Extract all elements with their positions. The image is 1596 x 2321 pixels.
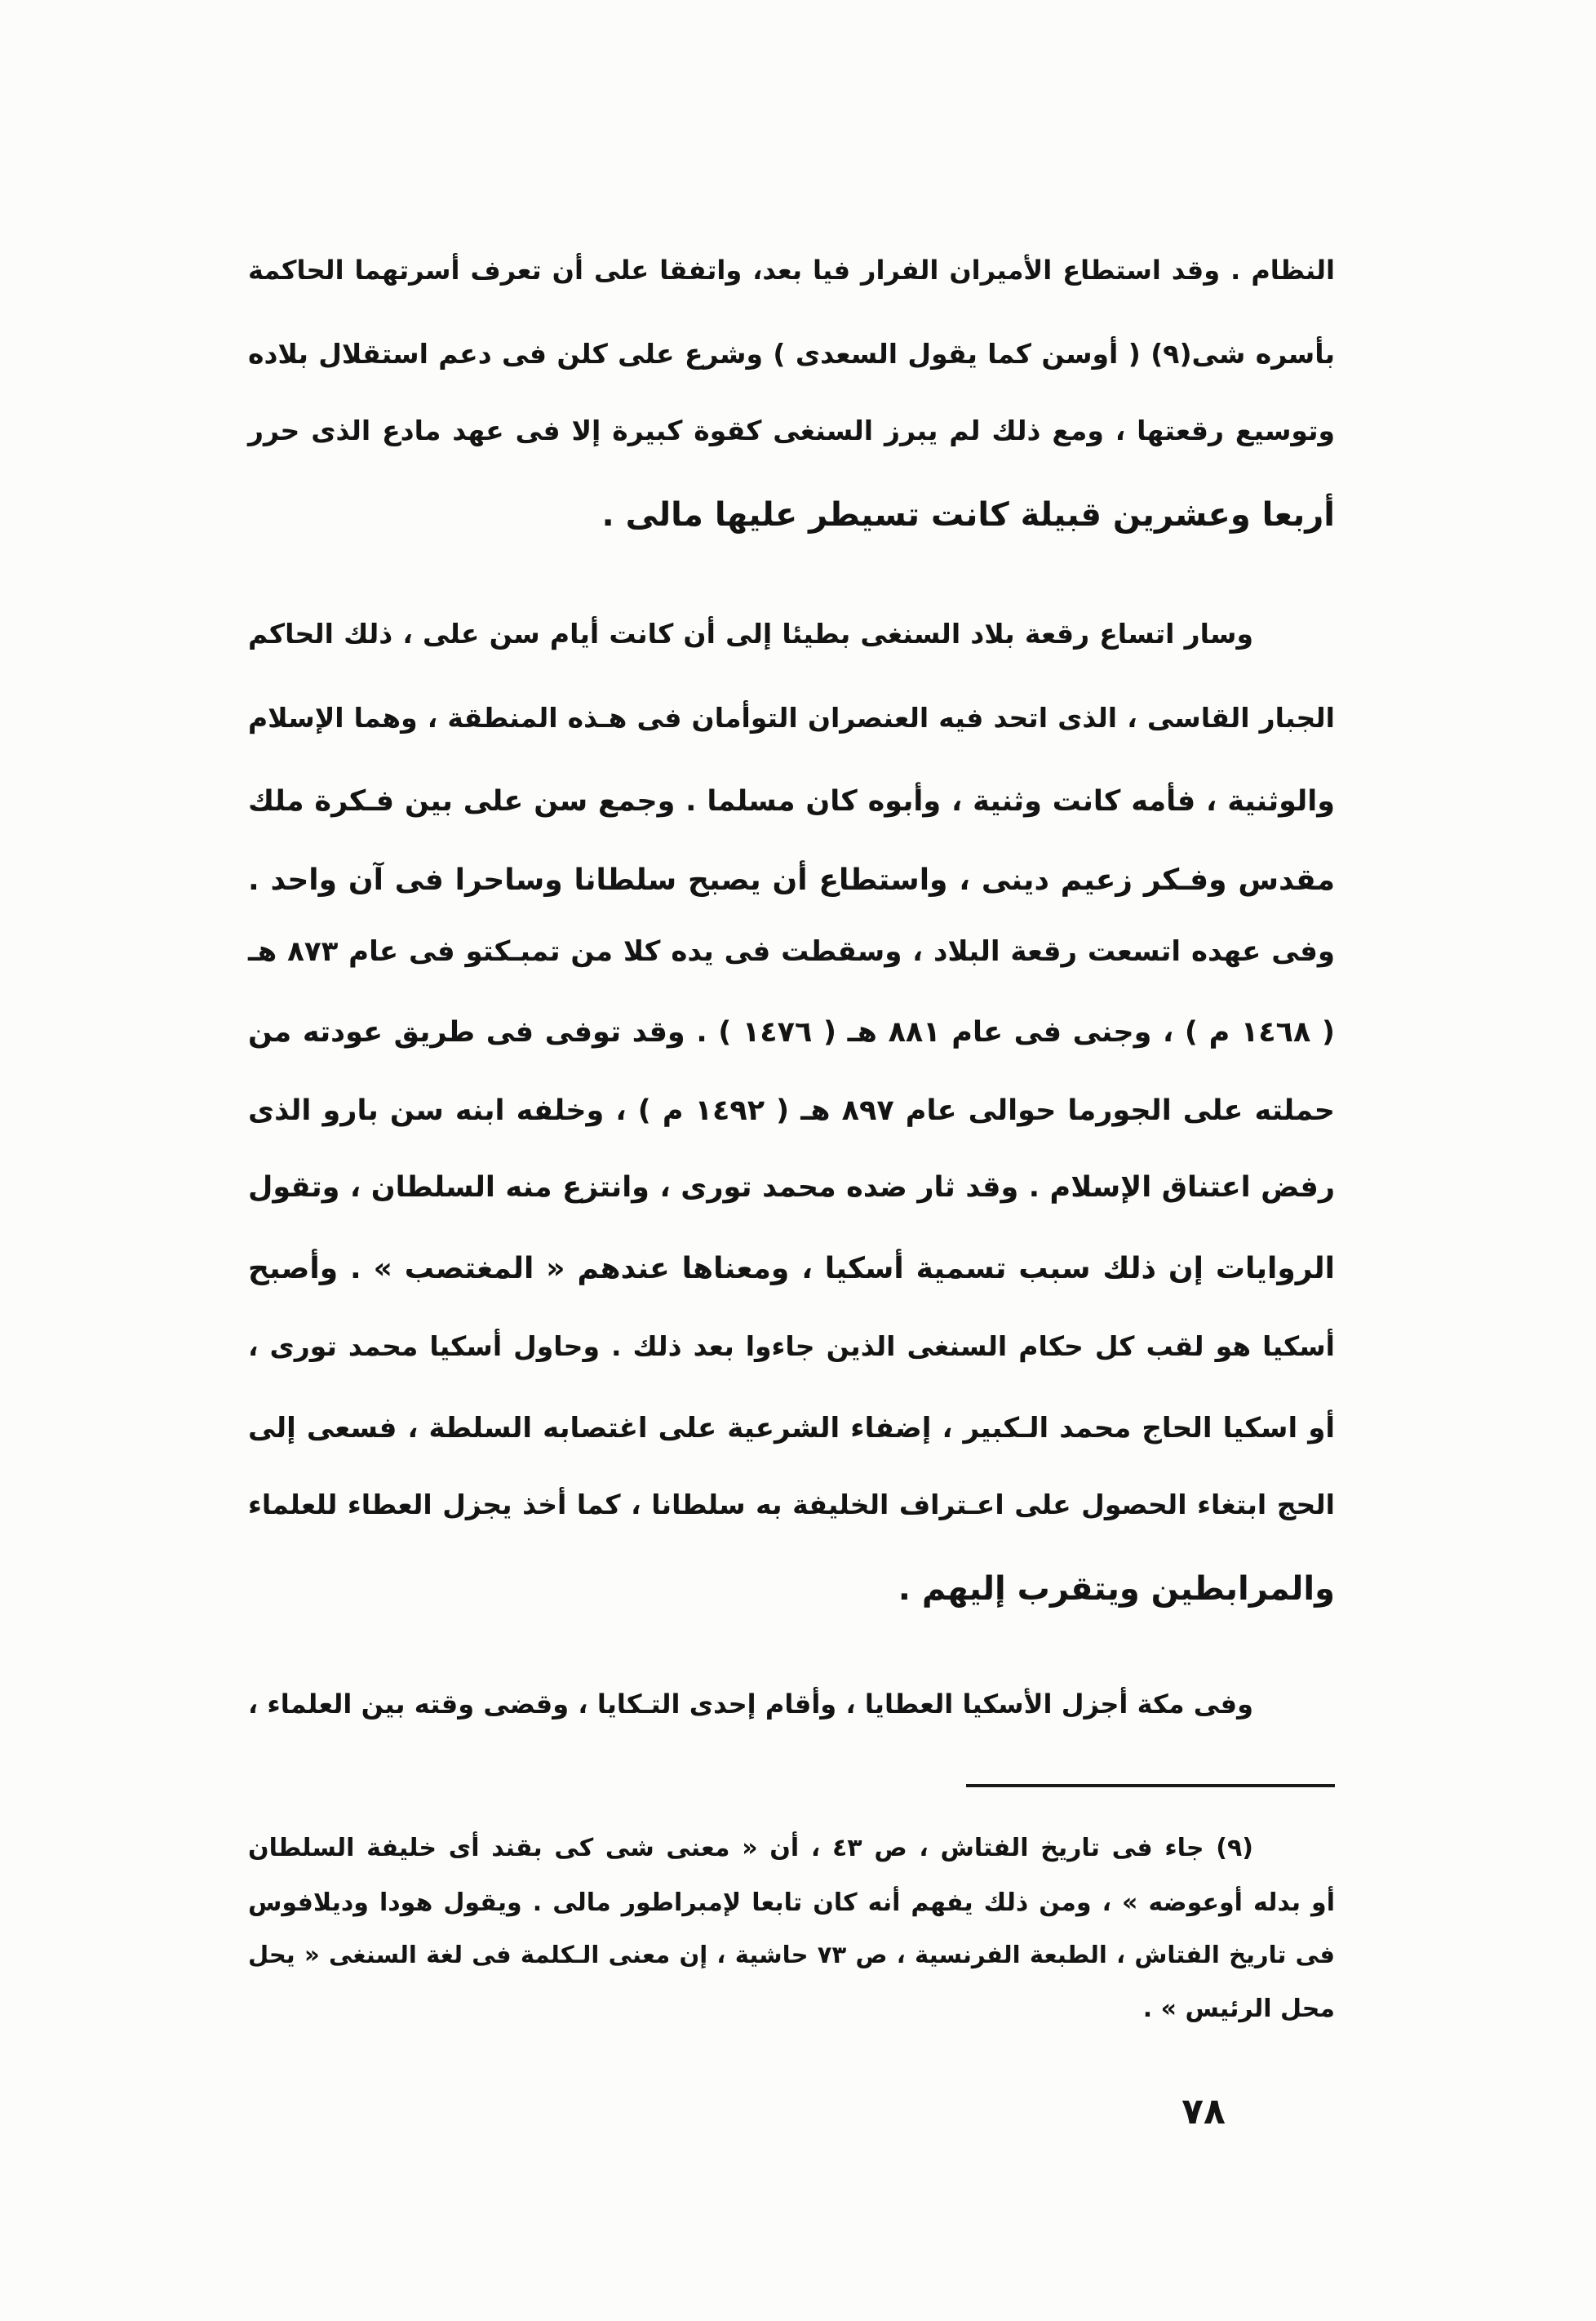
- text-line: وتوسيع رقعتها ، ومع ذلك لم يبرز السنغى كقوة كبيرة إلا فى عهد مادع الذى حرر: [248, 415, 1335, 446]
- text-line: وفى مكة أجزل الأسكيا العطايا ، وأقام إحدى التـكايا ، وقضى وقته بين العلماء ،: [248, 1689, 1253, 1720]
- text-line: أسكيا هو لقب كل حكام السنغى الذين جاءوا بعد ذلك . وحاول أسكيا محمد تورى ،: [248, 1330, 1335, 1362]
- text-line: ( ١٤٦٨ م ) ، وجنى فى عام ٨٨١ هـ ( ١٤٧٦ ) . وقد توفى فى طريق عودته من: [248, 1016, 1335, 1049]
- text-line: رفض اعتناق الإسلام . وقد ثار ضده محمد تورى ، وانتزع منه السلطان ، وتقول: [248, 1171, 1335, 1204]
- text-line: وفى عهده اتسعت رقعة البلاد ، وسقطت فى يده كلا من تمبـكتو فى عام ٨٧٣ هـ: [248, 935, 1335, 968]
- text-line: والمرابطين ويتقرب إليهم .: [898, 1570, 1335, 1608]
- text-line: وسار اتساع رقعة بلاد السنغى بطيئا إلى أن كانت أيام سن على ، ذلك الحاكم: [248, 618, 1253, 650]
- text-line: الجبار القاسى ، الذى اتحد فيه العنصران التوأمان فى هـذه المنطقة ، وهما الإسلام: [248, 702, 1335, 734]
- text-line: أو اسكيا الحاج محمد الـكبير ، إضفاء الشرعية على اغتصابه السلطة ، فسعى إلى: [248, 1412, 1335, 1445]
- text-line: والوثنية ، فأمه كانت وثنية ، وأبوه كان مسلما . وجمع سن على بين فـكرة ملك: [248, 785, 1335, 818]
- text-line: مقدس وفـكر زعيم دينى ، واستطاع أن يصبح سلطانا وساحرا فى آن واحد .: [248, 863, 1335, 897]
- footnote-line: (٩) جاء فى تاريخ الفتاش ، ص ٤٣ ، أن « معنى شى كى بقند أى خليفة السلطان: [248, 1834, 1254, 1862]
- text-line: الحج ابتغاء الحصول على اعـتراف الخليفة به سلطانا ، كما أخذ يجزل العطاء للعلماء: [248, 1489, 1335, 1520]
- text-line: النظام . وقد استطاع الأميران الفرار فيا بعد، واتفقا على أن تعرف أسرتهما الحاكمة: [248, 255, 1335, 286]
- footnote-rule: [966, 1784, 1335, 1787]
- footnote-line: فى تاريخ الفتاش ، الطبعة الفرنسية ، ص ٧٣ حاشية ، إن معنى الـكلمة فى لغة السنغى « يحل: [248, 1941, 1335, 1968]
- footnote-line: محل الرئيس » .: [1142, 1995, 1335, 2023]
- text-line: أربعا وعشرين قبيلة كانت تسيطر عليها مالى .: [601, 496, 1335, 534]
- footnote-line: أو بدله أوعوضه » ، ومن ذلك يفهم أنه كان تابعا لإمبراطور مالى . ويقول هودا وديلافوس: [248, 1888, 1335, 1917]
- text-line: حملته على الجورما حوالى عام ٨٩٧ هـ ( ١٤٩٢ م ) ، وخلفه ابنه سن بارو الذى: [248, 1094, 1335, 1127]
- page-number: ٧٨: [1181, 2091, 1226, 2132]
- text-line: الروايات إن ذلك سبب تسمية أسكيا ، ومعناها عندهم « المغتصب » . وأصبح: [248, 1252, 1335, 1285]
- text-line: بأسره شى(٩) ( أوسن كما يقول السعدى ) وشرع على كلن فى دعم استقلال بلاده: [248, 338, 1335, 370]
